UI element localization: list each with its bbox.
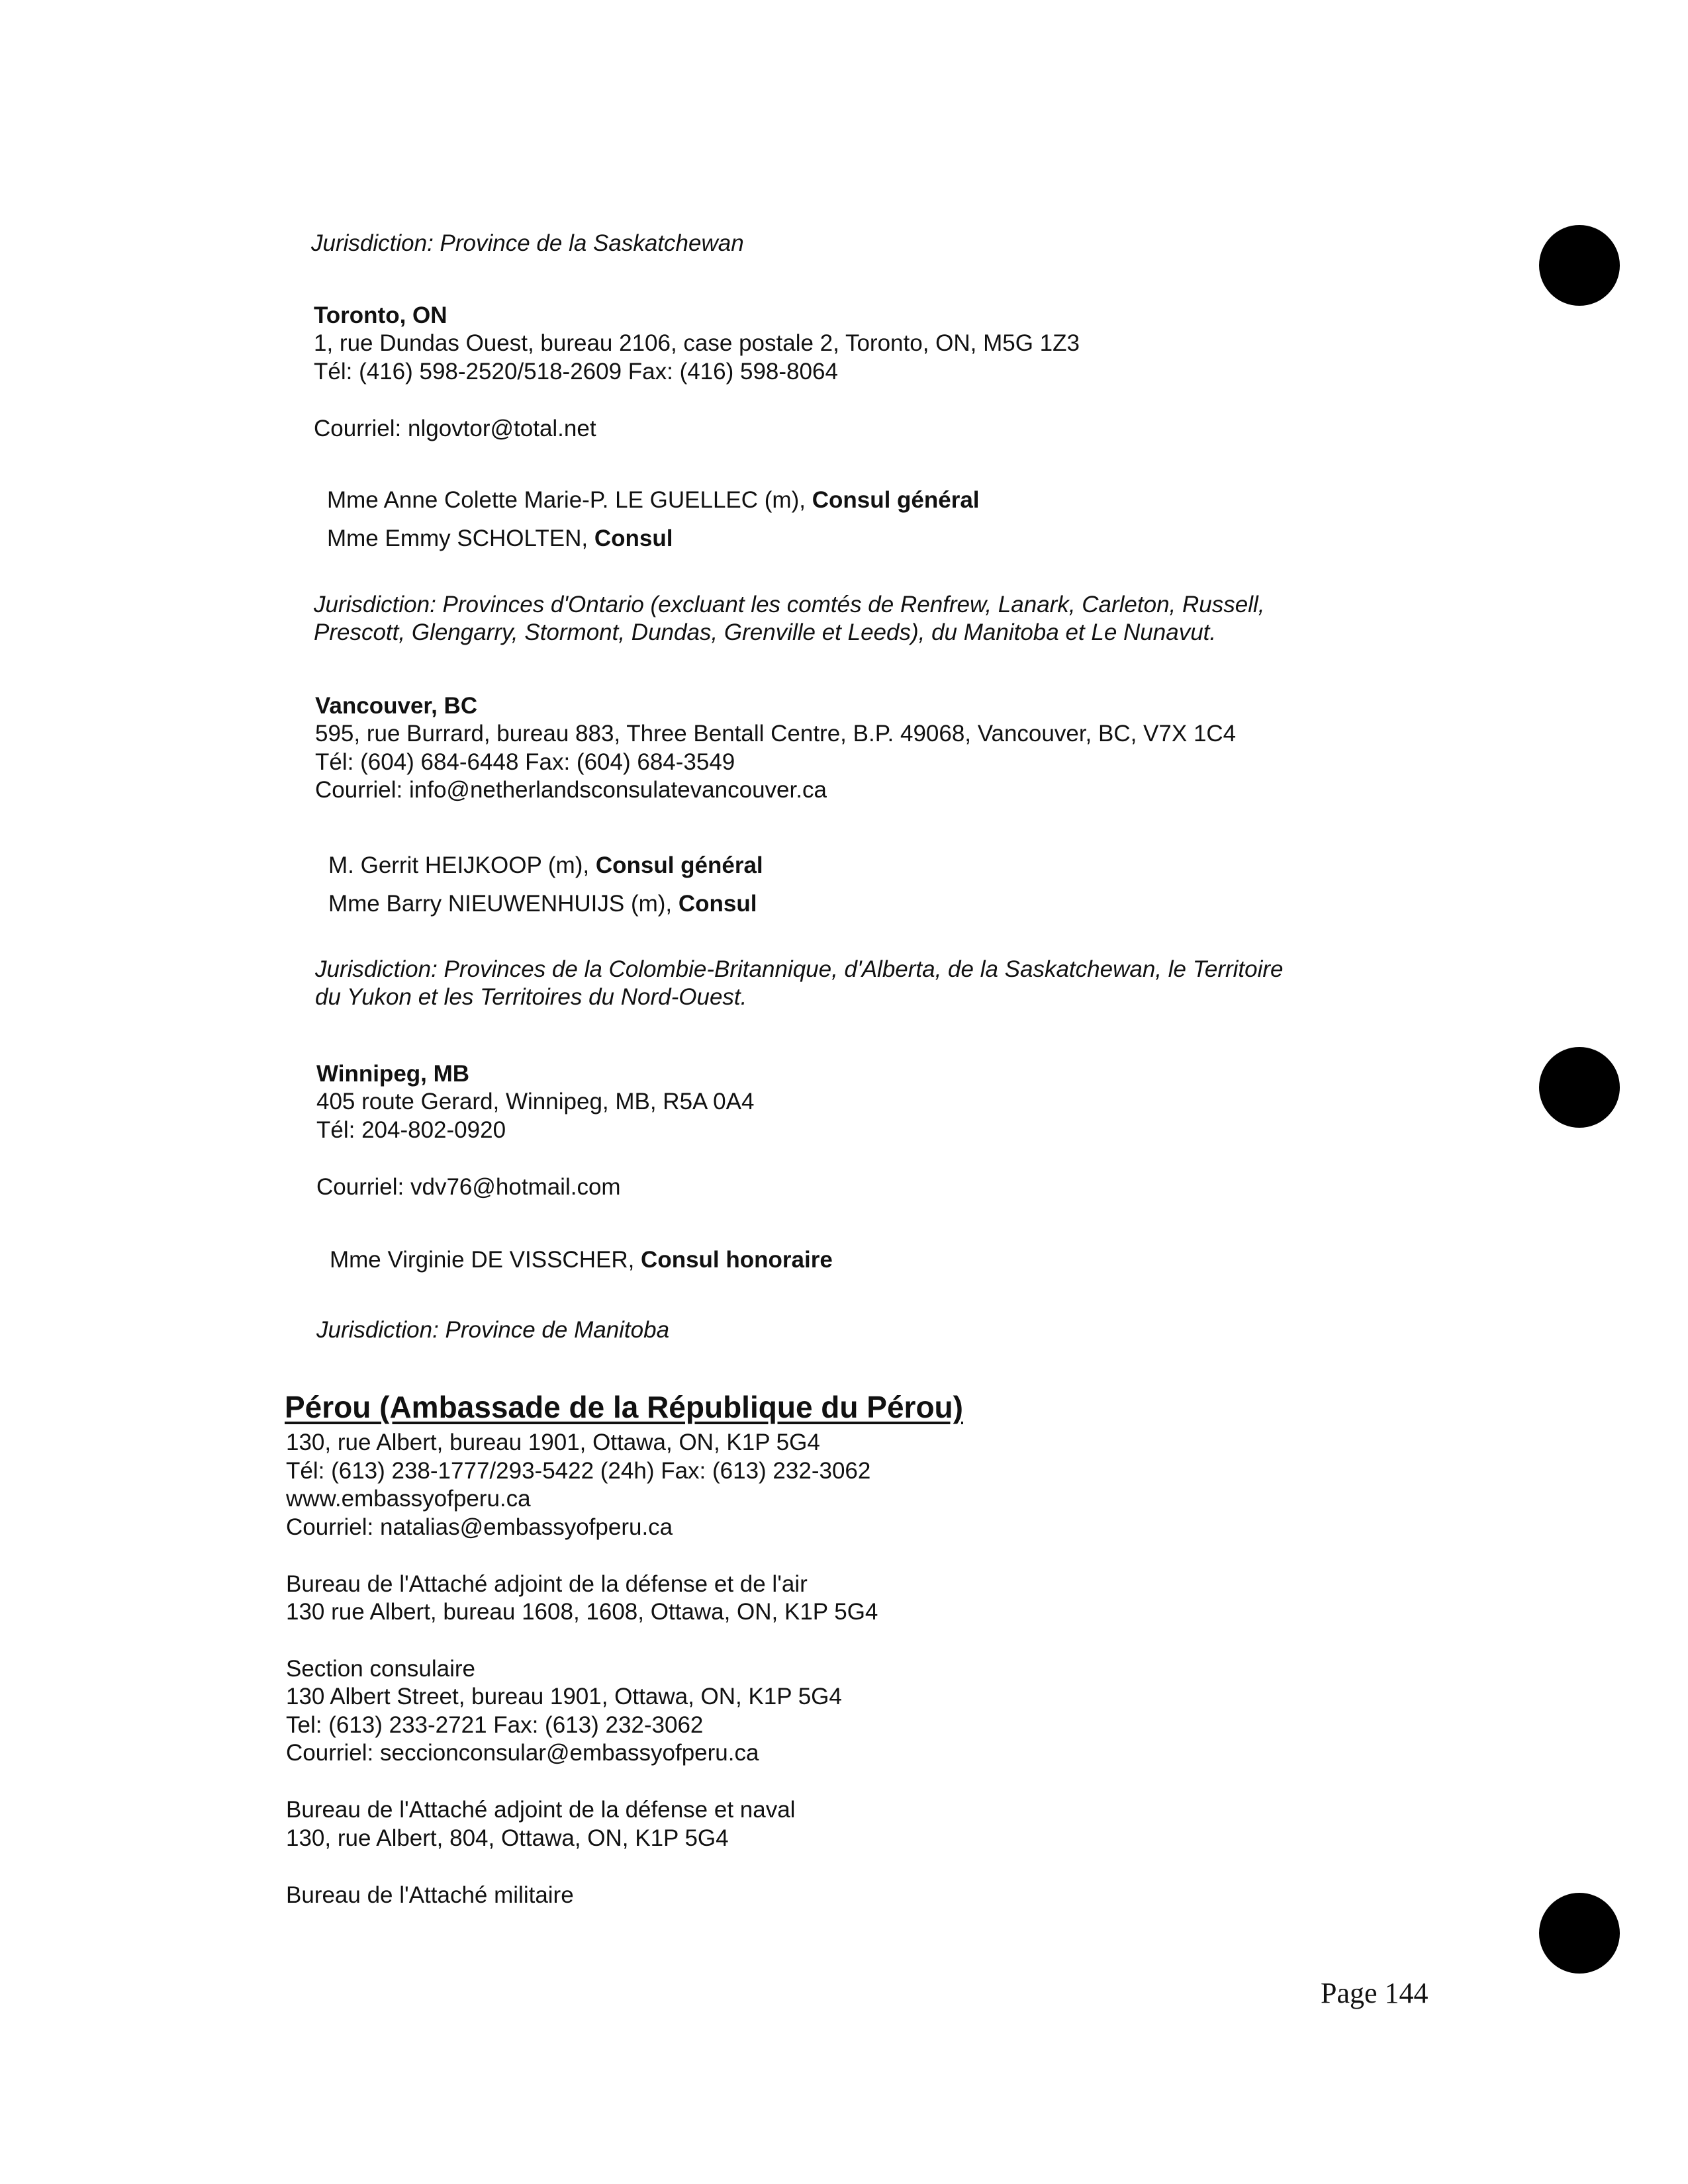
vancouver-city: Vancouver, BC <box>315 693 478 719</box>
toronto-email: Courriel: nlgovtor@total.net <box>314 416 596 441</box>
toronto-address: 1, rue Dundas Ouest, bureau 2106, case postale 2, Toronto, ON, M5G 1Z3 <box>314 330 1080 356</box>
peru-air-office: Bureau de l'Attaché adjoint de la défense et de l'air <box>286 1571 808 1597</box>
vancouver-person-2 <box>328 889 757 919</box>
peru-air-address: 130 rue Albert, bureau 1608, 1608, Ottawa, ON, K1P 5G4 <box>286 1599 878 1625</box>
toronto-jurisdiction-line-1: Jurisdiction: Provinces d'Ontario (excluant les comtés de Renfrew, Lanark, Carleton, Russell, <box>314 592 1265 617</box>
vancouver-jurisdiction-line-1: Jurisdiction: Provinces de la Colombie-Britannique, d'Alberta, de la Saskatchewan, le Territoire <box>315 956 1284 982</box>
person-name: Mme Barry NIEUWENHUIJS (m), <box>328 891 679 917</box>
person-name: M. Gerrit HEIJKOOP (m), <box>328 852 596 878</box>
person-title: Consul général <box>812 487 980 513</box>
winnipeg-address: 405 route Gerard, Winnipeg, MB, R5A 0A4 <box>316 1089 755 1115</box>
peru-consular-address: 130 Albert Street, bureau 1901, Ottawa, ON, K1P 5G4 <box>286 1684 842 1709</box>
peru-naval-address: 130, rue Albert, 804, Ottawa, ON, K1P 5G4 <box>286 1825 729 1851</box>
peru-heading: Pérou (Ambassade de la République du Pérou) <box>285 1390 963 1424</box>
toronto-city: Toronto, ON <box>314 302 447 328</box>
toronto-person-1 <box>327 486 980 515</box>
winnipeg-person-1 <box>330 1246 833 1275</box>
winnipeg-jurisdiction: Jurisdiction: Province de Manitoba <box>316 1317 670 1343</box>
peru-military-office: Bureau de l'Attaché militaire <box>286 1882 574 1908</box>
peru-naval-office: Bureau de l'Attaché adjoint de la défense et naval <box>286 1797 796 1823</box>
punch-hole-bottom <box>1539 1893 1620 1974</box>
person-name: Mme Virginie DE VISSCHER, <box>330 1247 641 1273</box>
toronto-jurisdiction-line-2: Prescott, Glengarry, Stormont, Dundas, Grenville et Leeds), du Manitoba et Le Nunavut. <box>314 619 1217 645</box>
person-title: Consul <box>594 525 673 551</box>
person-name: Mme Anne Colette Marie-P. LE GUELLEC (m), <box>327 487 812 513</box>
peru-consular-phone: Tel: (613) 233-2721 Fax: (613) 232-3062 <box>286 1712 704 1738</box>
winnipeg-city: Winnipeg, MB <box>316 1061 470 1087</box>
peru-email: Courriel: natalias@embassyofperu.ca <box>286 1514 673 1540</box>
vancouver-email: Courriel: info@netherlandsconsulatevancouver.ca <box>315 777 827 803</box>
person-title: Consul général <box>595 852 763 878</box>
peru-consular-section: Section consulaire <box>286 1656 475 1682</box>
toronto-person-2 <box>327 524 673 553</box>
vancouver-jurisdiction-line-2: du Yukon et les Territoires du Nord-Ouest. <box>315 984 747 1010</box>
peru-phone: Tél: (613) 238-1777/293-5422 (24h) Fax: (613) 232-3062 <box>286 1458 871 1484</box>
page-number: Page 144 <box>1321 1977 1429 2009</box>
person-title: Consul honoraire <box>641 1247 833 1273</box>
punch-hole-top <box>1539 225 1620 306</box>
peru-address: 130, rue Albert, bureau 1901, Ottawa, ON, K1P 5G4 <box>286 1430 820 1455</box>
peru-website: www.embassyofperu.ca <box>286 1486 531 1512</box>
punch-hole-middle <box>1539 1047 1620 1128</box>
saskatchewan-jurisdiction: Jurisdiction: Province de la Saskatchewan <box>311 230 744 256</box>
winnipeg-phone: Tél: 204-802-0920 <box>316 1117 506 1143</box>
peru-consular-email: Courriel: seccionconsular@embassyofperu.ca <box>286 1740 759 1766</box>
vancouver-person-1 <box>328 851 763 880</box>
person-title: Consul <box>678 891 757 917</box>
toronto-phone: Tél: (416) 598-2520/518-2609 Fax: (416) 598-8064 <box>314 359 838 385</box>
person-name: Mme Emmy SCHOLTEN, <box>327 525 594 551</box>
vancouver-address: 595, rue Burrard, bureau 883, Three Bentall Centre, B.P. 49068, Vancouver, BC, V7X 1C4 <box>315 721 1237 747</box>
winnipeg-email: Courriel: vdv76@hotmail.com <box>316 1174 621 1200</box>
vancouver-phone: Tél: (604) 684-6448 Fax: (604) 684-3549 <box>315 749 735 775</box>
